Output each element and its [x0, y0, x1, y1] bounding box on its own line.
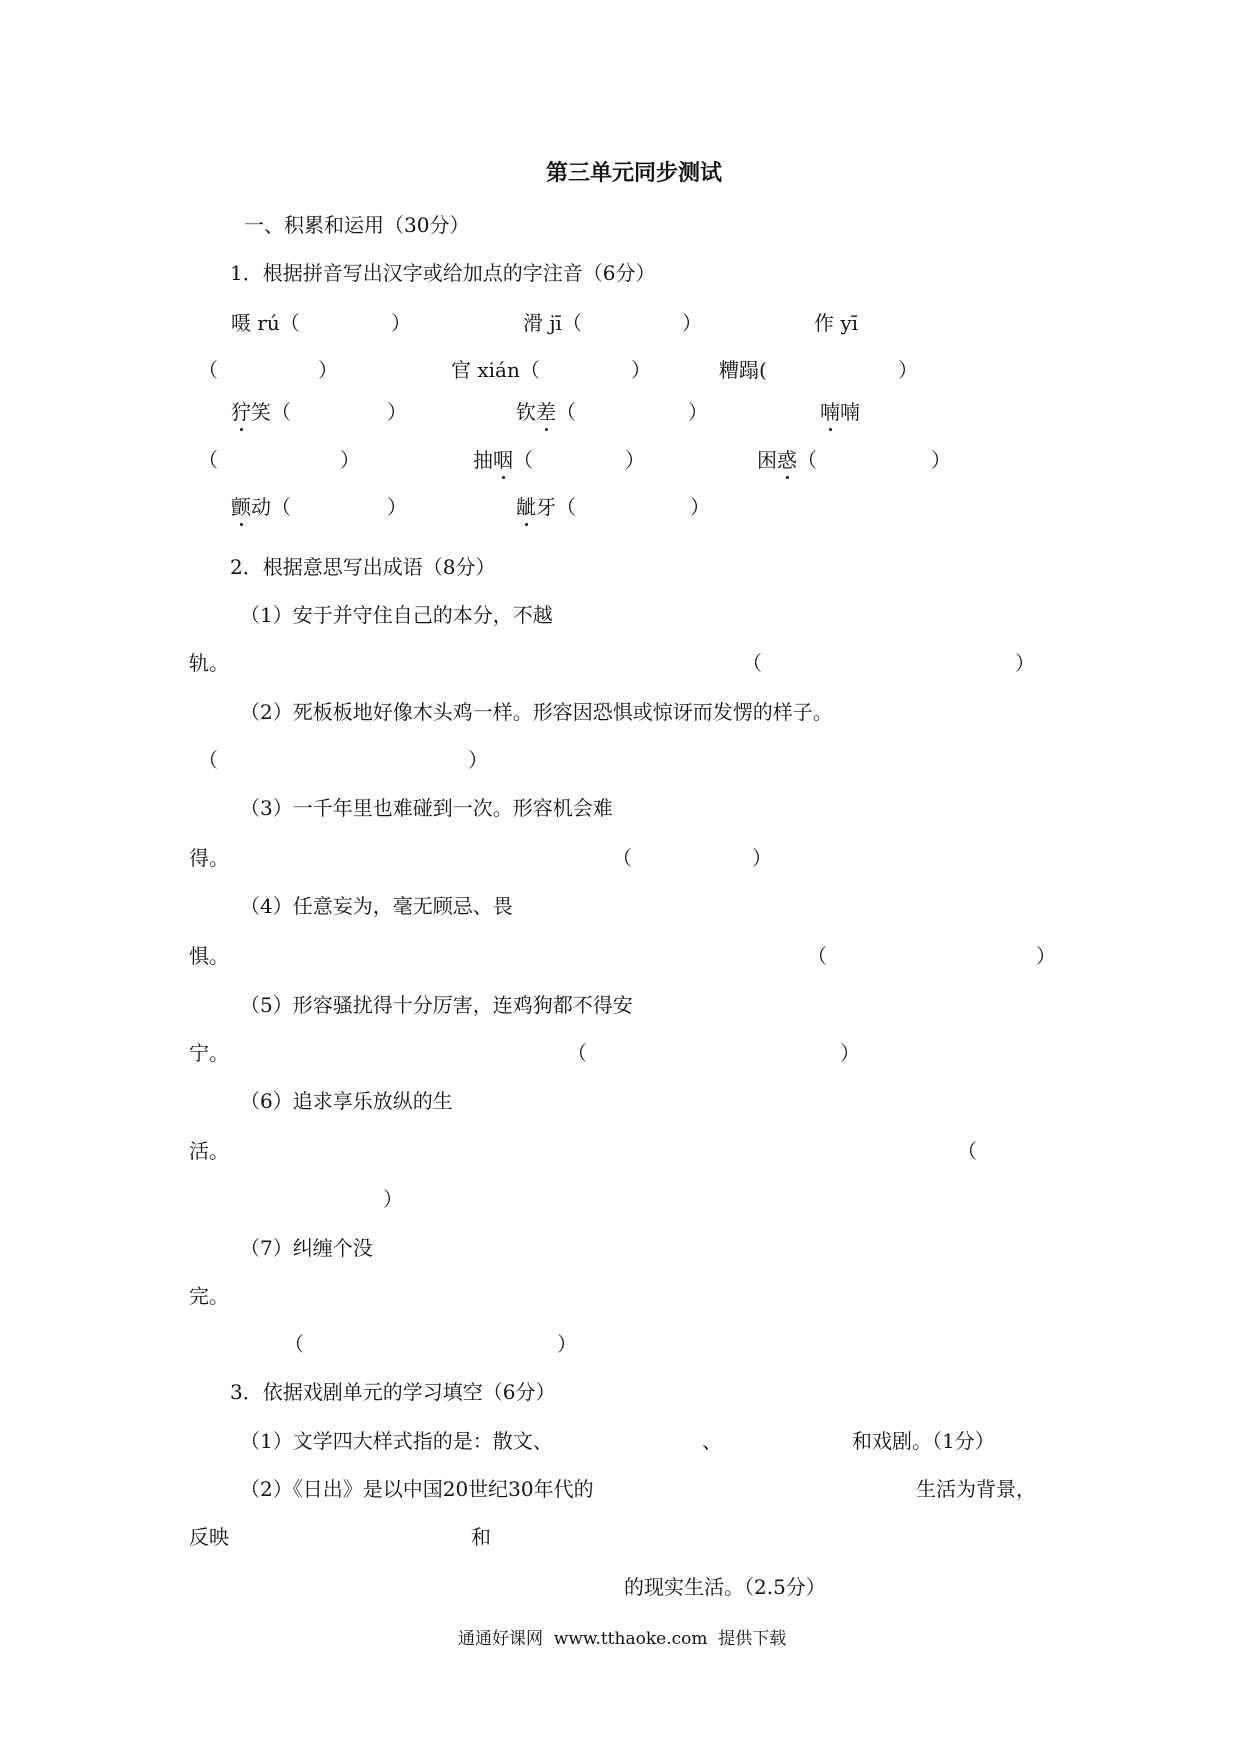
pinyin-item-right: ） [625, 448, 645, 472]
pinyin-item-left: 喃喃 [820, 400, 860, 424]
fill-blank-text: 的现实生活。（2.5分） [624, 1575, 826, 1599]
pinyin-item-right: ） [391, 311, 411, 335]
answer-paren-open: （ [612, 846, 632, 870]
answer-paren-open: （ [284, 1332, 304, 1356]
idiom-definition-cont: 活。 [189, 1139, 229, 1163]
pinyin-item-right: ） [340, 448, 360, 472]
answer-paren-close: ） [557, 1332, 577, 1356]
pinyin-item-left: 龇牙（ [516, 495, 576, 519]
answer-paren-open: （ [198, 748, 218, 772]
fill-blank-text: 生活为背景， [916, 1477, 1036, 1501]
idiom-definition: （7）纠缠个没 [240, 1236, 373, 1260]
pinyin-item-left: 钦差（ [516, 400, 576, 424]
answer-paren-open: （ [957, 1139, 977, 1163]
idiom-definition-cont: 完。 [189, 1284, 229, 1308]
idiom-definition: （1）安于并守住自己的本分，不越 [240, 603, 553, 627]
answer-paren-close: ） [752, 846, 772, 870]
idiom-definition: （6）追求享乐放纵的生 [240, 1089, 453, 1113]
fill-blank-text: （1）文学四大样式指的是：散文、 [240, 1429, 553, 1453]
pinyin-item-left: （ [198, 358, 218, 382]
page-title: 第三单元同步测试 [546, 161, 723, 186]
pinyin-item-right: ） [898, 358, 918, 382]
idiom-definition: （3）一千年里也难碰到一次。形容机会难 [240, 796, 613, 820]
pinyin-item-right: ） [318, 358, 338, 382]
pinyin-item-right: ） [688, 400, 708, 424]
fill-blank-text: 、 [702, 1429, 722, 1453]
pinyin-item-left: 官 xián（ [451, 358, 540, 382]
answer-paren-close: ） [383, 1187, 403, 1211]
answer-paren-close: ） [840, 1041, 860, 1065]
pinyin-item-left: 滑 jī（ [523, 311, 582, 335]
fill-blank-text: 和戏剧。（1分） [852, 1429, 995, 1453]
pinyin-item-left: 狞笑（ [231, 400, 291, 424]
idiom-definition: （2）死板板地好像木头鸡一样。形容因恐惧或惊讶而发愣的样子。 [240, 700, 833, 724]
pinyin-item-right: ） [682, 311, 702, 335]
section-heading: 一、积累和运用（30分） [244, 213, 470, 237]
fill-blank-text: 反映 [189, 1525, 229, 1549]
idiom-definition-cont: 轨。 [189, 651, 229, 675]
pinyin-item-right: ） [690, 495, 710, 519]
pinyin-item-left: 颤动（ [231, 495, 291, 519]
fill-blank-text: （2）《日出》是以中国20世纪30年代的 [240, 1477, 594, 1501]
question-2-heading: 2．根据意思写出成语（8分） [230, 555, 496, 579]
pinyin-item-left: （ [198, 448, 218, 472]
pinyin-item-left: 糟蹋( [719, 358, 767, 382]
page-footer: 通通好课网 www.tthaoke.com 提供下载 [458, 1629, 787, 1649]
idiom-definition-cont: 惧。 [189, 944, 229, 968]
pinyin-item-right: ） [631, 358, 651, 382]
pinyin-item-left: 作 yī [814, 311, 859, 335]
pinyin-item-left: 困惑（ [757, 448, 817, 472]
pinyin-item-right: ） [387, 400, 407, 424]
question-3-heading: 3．依据戏剧单元的学习填空（6分） [230, 1380, 556, 1404]
idiom-definition-cont: 宁。 [189, 1041, 229, 1065]
idiom-definition: （5）形容骚扰得十分厉害，连鸡狗都不得安 [240, 993, 633, 1017]
pinyin-item-left: 嗫 rú（ [231, 311, 300, 335]
question-1-heading: 1．根据拼音写出汉字或给加点的字注音（6分） [230, 261, 656, 285]
answer-paren-open: （ [807, 944, 827, 968]
pinyin-item-left: 抽咽（ [473, 448, 533, 472]
idiom-definition: （4）任意妄为，毫无顾忌、畏 [240, 894, 513, 918]
fill-blank-text: 和 [471, 1525, 491, 1549]
pinyin-item-right: ） [387, 495, 407, 519]
answer-paren-open: （ [567, 1041, 587, 1065]
idiom-definition-cont: 得。 [189, 846, 229, 870]
pinyin-item-right: ） [931, 448, 951, 472]
answer-paren-close: ） [1036, 944, 1056, 968]
answer-paren-close: ） [1015, 651, 1035, 675]
answer-paren-open: （ [742, 651, 762, 675]
answer-paren-close: ） [468, 748, 488, 772]
